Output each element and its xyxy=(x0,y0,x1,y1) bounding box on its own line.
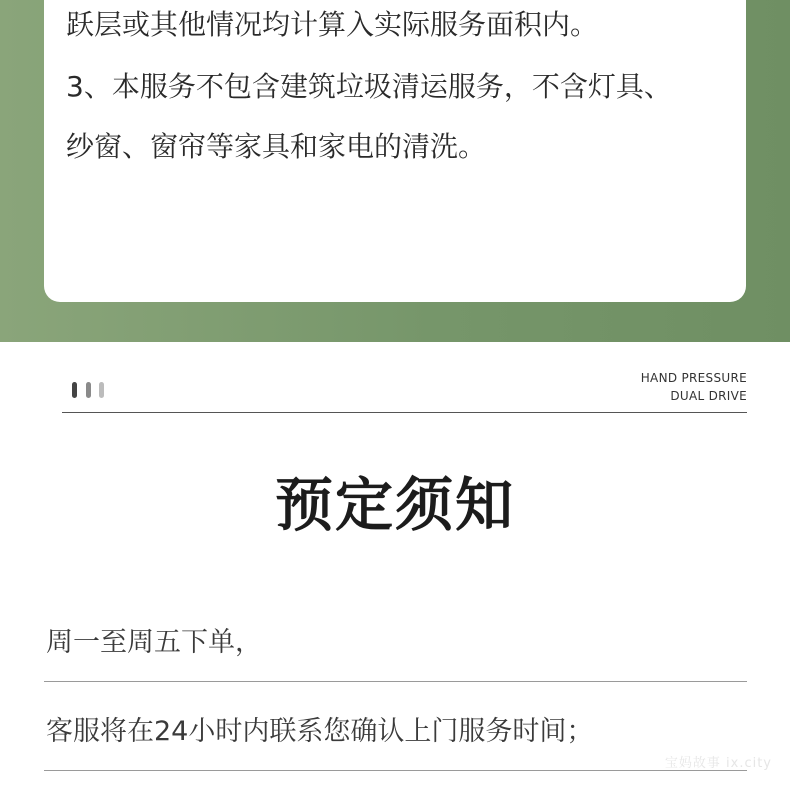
section-divider xyxy=(62,412,747,413)
decorative-pill-icon xyxy=(99,382,104,398)
booking-title: 预定须知 xyxy=(274,471,515,539)
decorative-pill-icon xyxy=(72,382,77,398)
decorative-pill-icon xyxy=(86,382,91,398)
service-note-line-1: 跃层或其他情况均计算入实际服务面积内。 xyxy=(66,8,599,41)
watermark: 宝妈故事 ix.city xyxy=(664,756,772,771)
item-divider xyxy=(44,681,747,682)
service-note-line-3: 纱窗、窗帘等家具和家电的清洗。 xyxy=(66,130,487,163)
service-notes-card xyxy=(44,0,746,302)
booking-item-1: 周一至周五下单， xyxy=(46,627,262,658)
booking-item-2: 客服将在24小时内联系您确认上门服务时间； xyxy=(46,716,594,747)
section-english-label-line-1: HAND PRESSURE xyxy=(640,371,747,385)
item-divider xyxy=(44,770,747,771)
section-english-label-line-2: DUAL DRIVE xyxy=(670,389,747,403)
service-note-line-2: 3、本服务不包含建筑垃圾清运服务，不含灯具、 xyxy=(66,70,672,103)
